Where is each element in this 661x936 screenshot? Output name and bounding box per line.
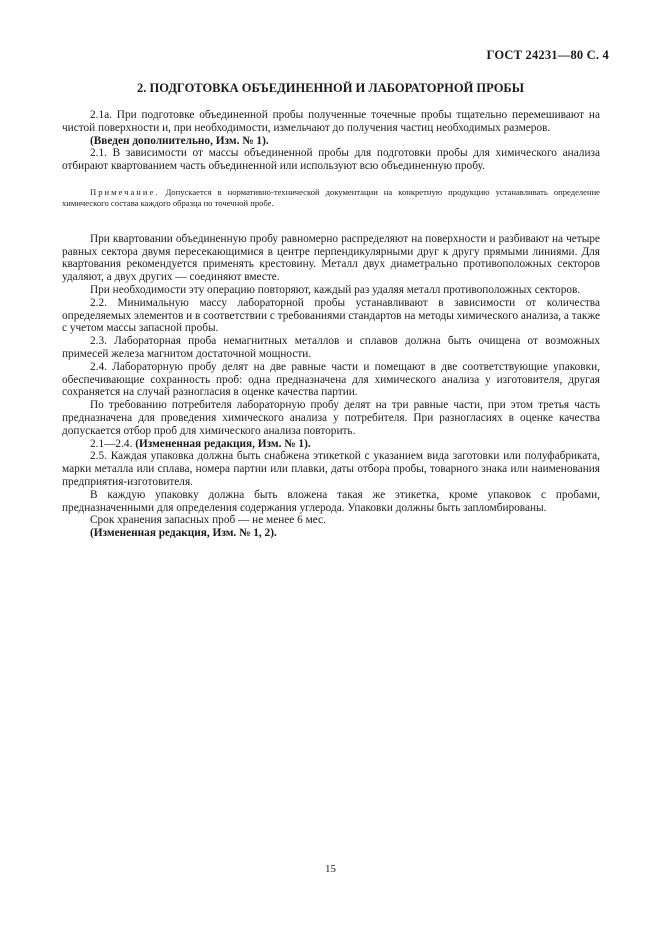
paragraph-2-2: 2.2. Минимальную массу лабораторной пробы устанавливают в зависимости от количества определяемых элементов и в соответствии с требованиями стандартов на методы химического анализа, а также с учетом массы запасной пробы. xyxy=(62,296,600,335)
paragraph-2-1: 2.1. В зависимости от массы объединенной пробы для подготовки пробы для химического анализа отбирают квартованием часть объединенной или используют всю объединенную пробу. xyxy=(62,147,600,173)
document-body xyxy=(62,109,600,540)
amendment-note-final: (Измененная редакция, Изм. № 1, 2). xyxy=(90,527,277,540)
paragraph-storage: Срок хранения запасных проб — не менее 6 мес. xyxy=(90,514,326,527)
paragraph-2-1a: 2.1а. При подготовке объединенной пробы полученные точечные пробы тщательно перемешивают на чистой поверхности и, при необходимости, измельчают до получения частиц необходимых размеров. xyxy=(62,109,600,134)
paragraph-repeat: При необходимости эту операцию повторяют, каждый раз удаляя металл противоположных секторов. xyxy=(90,283,581,296)
amendment-2-1-2-4 xyxy=(62,438,600,451)
footnote-label: Примечание. xyxy=(90,186,160,197)
paragraph-packaging: В каждую упаковку должна быть вложена такая же этикетка, кроме упаковок с пробами, предназначенными для определения содержания углерода. Упаковки должны быть запломбированы. xyxy=(62,488,600,514)
paragraph-2-3: 2.3. Лабораторная проба немагнитных металлов и сплавов должна быть очищена от возможных примесей железа магнитом достаточной мощности. xyxy=(62,335,600,360)
amendment-label: (Измененная редакция, Изм. № 1). xyxy=(135,437,311,450)
paragraph-2-4: 2.4. Лабораторную пробу делят на две равные части и помещают в две соответствующие упаковки, обеспечивающие сохранность проб: одна предназначена для химического анализа у изготовителя, другая сохраняется на случай разногласия в оценке качества партии. xyxy=(62,360,600,399)
paragraph-consumer-request: По требованию потребителя лабораторную пробу делят на три равные части, при этом третья часть предназначена для проведения химического анализа у потребителя. При разногласиях в оценке качества допускается отбор проб для химического анализа повторить. xyxy=(62,399,600,437)
paragraph-quartering: При квартовании объединенную пробу равномерно распределяют на поверхности и разбивают на четыре равных сектора двумя пересекающимися в центре перпендикулярными друг к другу прямыми линиями. Для квартования рекомендуется применять крестовину. Металл двух диаметрально противоположных секторов удаляют, а двух других — соединяют вместе. xyxy=(62,232,600,284)
section-title: 2. ПОДГОТОВКА ОБЪЕДИНЕННОЙ И ЛАБОРАТОРНОЙ ПРОБЫ xyxy=(137,81,524,95)
amendment-range: 2.1—2.4. xyxy=(90,437,136,450)
paragraph-2-5: 2.5. Каждая упаковка должна быть снабжена этикеткой с указанием вида заготовки или полуфабриката, марки металла или сплава, номера партии или плавки, даты отбора пробы, товарного знака или наименования предприятия-изготовителя. xyxy=(62,450,600,488)
page-number: 15 xyxy=(325,863,336,875)
amendment-note-2-1a: (Введен дополнительно, Изм. № 1). xyxy=(90,134,269,147)
document-header: ГОСТ 24231—80 С. 4 xyxy=(486,48,609,62)
footnote-text: Допускается в нормативно-технической документации на конкретную продукцию устанавливать определение химического состава каждого образца по точечной пробе. xyxy=(62,186,600,209)
footnote xyxy=(62,187,600,210)
